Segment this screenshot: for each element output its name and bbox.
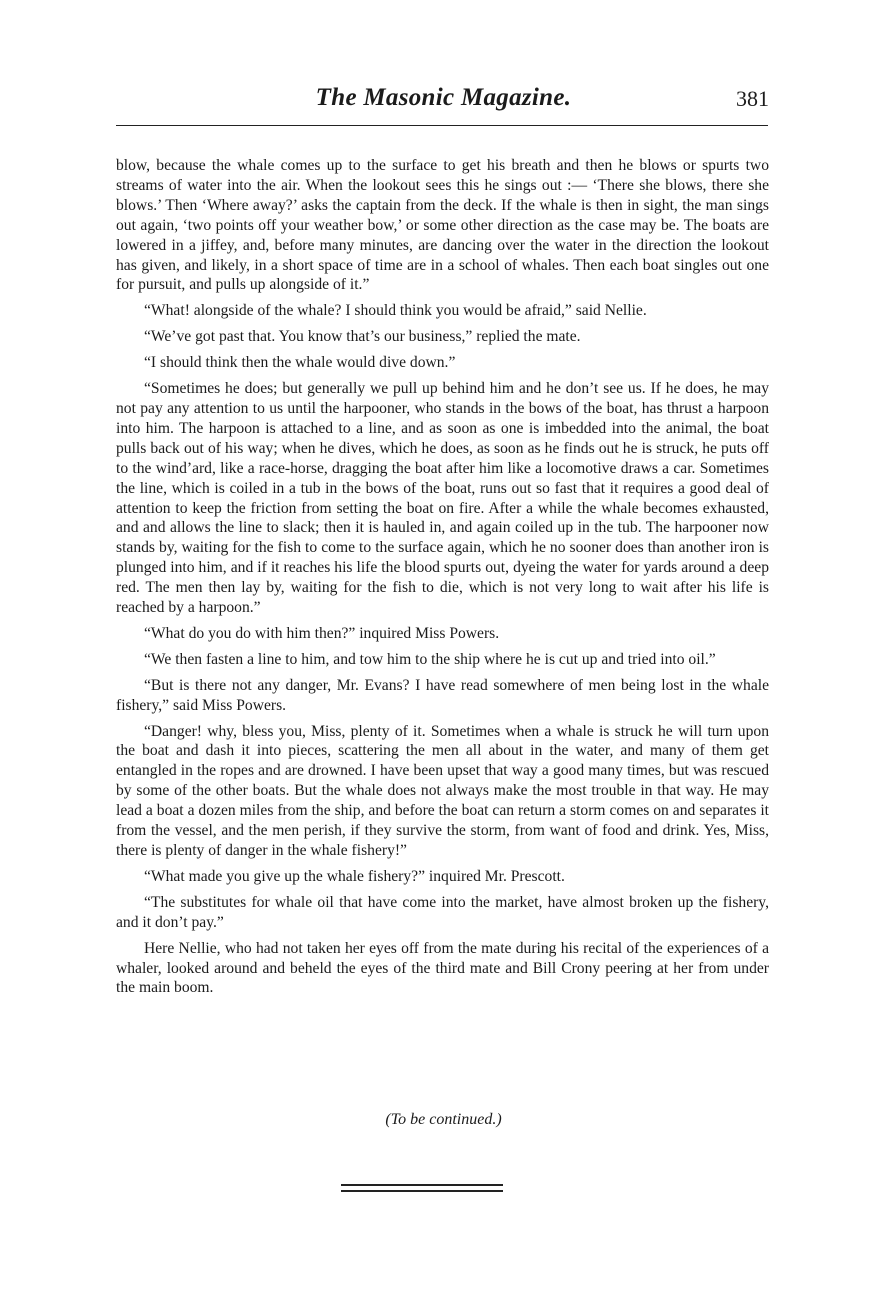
magazine-title: The Masonic Magazine.	[315, 84, 572, 111]
paragraph: “What made you give up the whale fishery?” inquired Mr. Prescott.	[144, 867, 565, 885]
page-number: 381	[736, 86, 769, 111]
page-header	[0, 84, 887, 124]
to-be-continued: (To be continued.)	[385, 1111, 502, 1128]
article-body	[116, 156, 769, 1004]
paragraph: “What! alongside of the whale? I should think you would be afraid,” said Nellie.	[144, 302, 647, 320]
paragraph: “Sometimes he does; but generally we pull up behind him and he don’t see us. If he does, he may not pay any attention to us until the harpooner, who stands in the bows of the boat, has thrust a harpoon into him. The harpoon is attached to a line, and as soon as one is imbedded into the animal, the boat pulls back out of his way; when he dives, which he does, as soon as he finds out he is struck, he puts off to the wind’ard, like a race-horse, dragging the boat after him like a locomotive draws a car. Sometimes the line, which is coiled in a tub in the bows of the boat, runs out so fast that it requires a good deal of attention to keep the friction from setting the boat on fire. After a while the whale becomes exhausted, and and allows the line to slack; then it is hauled in, and again coiled up in the tub. The harpooner now stands by, waiting for the fish to come to the surface again, which he no sooner does than another iron is plunged into him, and if it reaches his life the blood spurts out, dyeing the water for yards around a deep red. The men then lay by, waiting for the fish to die, which is not very long to wait after his life is reached by a harpoon.”	[116, 380, 769, 617]
header-rule	[116, 125, 768, 126]
paragraph: “What do you do with him then?” inquired Miss Powers.	[144, 624, 500, 642]
paragraph: “We then fasten a line to him, and tow him to the ship where he is cut up and tried into oil.”	[144, 650, 716, 668]
end-rule	[341, 1190, 503, 1192]
paragraph: “Danger! why, bless you, Miss, plenty of it. Sometimes when a whale is struck he will turn upon the boat and dash it into pieces, scattering the men all about in the water, and many of them get entangled in the ropes and are drowned. I have been upset that way a good many times, but was rescued by some of the other boats. But the whale does not always make the most trouble in that way. He may lead a boat a dozen miles from the ship, and before the boat can return a storm comes on and separates it from the vessel, and the men perish, if they survive the storm, from want of food and drink. Yes, Miss, there is plenty of danger in the whale fishery!”	[116, 722, 769, 859]
paragraph: “The substitutes for whale oil that have come into the market, have almost broken up the fishery, and it don’t pay.”	[116, 893, 769, 931]
end-rule	[341, 1184, 503, 1186]
paragraph: “I should think then the whale would dive down.”	[144, 354, 456, 372]
paragraph: blow, because the whale comes up to the surface to get his breath and then he blows or spurts two streams of water into the air. When the lookout sees this he sings out :— ‘There she blows, there she blows.’ Then ‘Where away?’ asks the captain from the deck. If the whale is then in sight, the man sings out again, ‘two points off your weather bow,’ or some other direction as the case may be. The boats are lowered in a jiffey, and, before many minutes, are dancing over the water in the direction the lookout has given, and likely, in a short space of time are in a school of whales. Then each boat singles out one for pursuit, and pulls up alongside of it.”	[116, 157, 769, 294]
paragraph: Here Nellie, who had not taken her eyes off from the mate during his recital of the experiences of a whaler, looked around and beheld the eyes of the third mate and Bill Crony peering at her from under the main boom.	[116, 939, 769, 997]
paragraph: “But is there not any danger, Mr. Evans? I have read somewhere of men being lost in the whale fishery,” said Miss Powers.	[116, 676, 769, 714]
paragraph: “We’ve got past that. You know that’s our business,” replied the mate.	[144, 328, 581, 346]
